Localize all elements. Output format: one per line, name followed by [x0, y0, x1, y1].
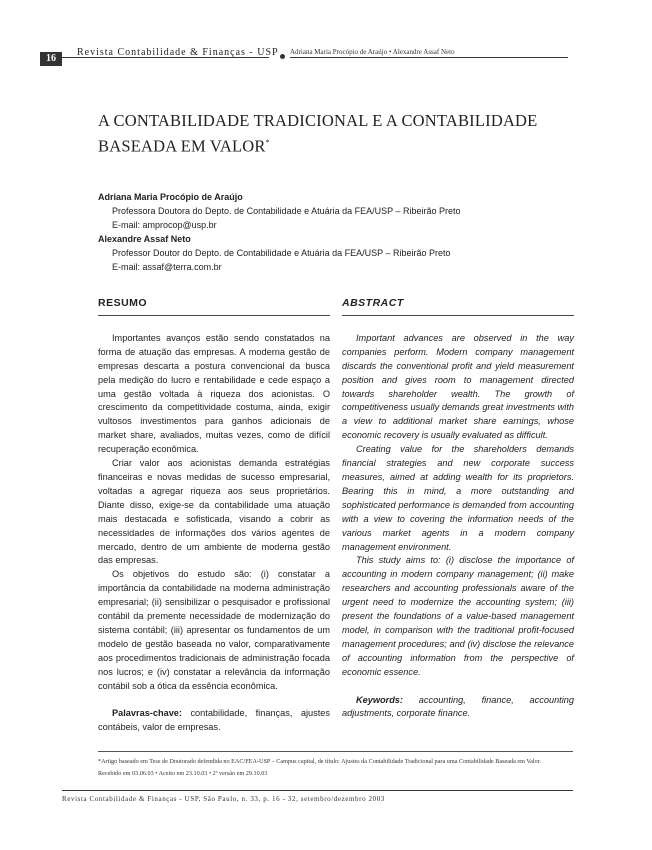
abstract-keywords — [342, 694, 574, 722]
header-bullet — [280, 54, 285, 59]
author-name: Adriana Maria Procópio de Araújo — [98, 192, 243, 202]
resumo-heading: RESUMO — [98, 297, 330, 316]
keywords-text: contabilidade, finanças, ajustes contábeis, valor de empresas. — [98, 708, 330, 733]
page-number: 16 — [40, 52, 62, 66]
resumo-column — [98, 297, 330, 735]
footnote-line-1: *Artigo baseado em Tese de Doutorado defendida no EAC/FEA-USP – Campus capital, de título: Ajustes da Contabilidade Tradicional para uma Contabilidade Baseada em Valor. — [98, 758, 541, 765]
author-affiliation: Professor Doutor do Depto. de Contabilidade e Atuária da FEA/USP – Ribeirão Preto — [112, 248, 451, 258]
author-email: E-mail: assaf@terra.com.br — [112, 262, 222, 272]
footnote — [98, 756, 578, 780]
keywords-label: Keywords: — [356, 694, 403, 705]
author-email: E-mail: amprocop@usp.br — [112, 220, 217, 230]
article-title — [98, 110, 568, 158]
abstract-heading: ABSTRACT — [342, 297, 574, 316]
header-rule-right — [290, 57, 568, 58]
resumo-paragraph-2: Criar valor aos acionistas demanda estratégias financeiras e novas medidas de sucesso empresarial, voltadas a agregar riqueza aos seus proprietários. Diante disso, exige-se da contabilidade uma atuação mais destacada e sofisticada, visando a cobrir as necessidades de informações dos vários agentes de mercado, dentro de um ambiente de moderna gestão das empresas. — [98, 458, 330, 566]
author-name: Alexandre Assaf Neto — [98, 234, 191, 244]
running-header-journal: Revista Contabilidade & Finanças - USP — [77, 47, 279, 58]
resumo-paragraph-3: Os objetivos do estudo são: (i) constatar a importância da contabilidade na moderna administração empresarial; (ii) sensibilizar o pesquisador e profissional contábil da premente necessidade de modernização do sistema contábil; (iii) apresentar os fundamentos de um modelo de gestão baseada no valor, comparativamente aos procedimentos tradicionais de administração focada nos lucros; e (iv) constatar a relevância da informação contábil sob a ótica da essência econômica. — [98, 569, 330, 691]
footer-rule — [62, 790, 573, 791]
article-title-text: A CONTABILIDADE TRADICIONAL E A CONTABILIDADE BASEADA EM VALOR — [98, 111, 538, 156]
resumo-keywords — [98, 707, 330, 735]
author-affiliation: Professora Doutora do Depto. de Contabilidade e Atuária da FEA/USP – Ribeirão Preto — [112, 206, 461, 216]
footnote-rule — [98, 751, 573, 752]
resumo-paragraph-1: Importantes avanços estão sendo constatados na forma de atuação das empresas. A moderna gestão de empresas descarta a postura convencional da busca pela medição do lucro e rentabilidade e cede espaço a uma gestão voltada à riqueza dos acionistas. O crescimento da competitividade costuma, ainda, exigir vultosos investimentos para ganhos adicionais de market share, avaliados, muitas vezes, como de difícil recuperação econômica. — [98, 332, 330, 455]
title-footnote-mark: * — [265, 138, 270, 147]
abstract-paragraph-1: Important advances are observed in the way companies perform. Modern company management discards the conventional profit and yield measurement position and gives room to management directed towards shareholder wealth. The growth of competitiveness usually demands great investments with a view to additional market share earnings, whose economic recovery is usually evaluated as difficult. — [342, 332, 574, 441]
footer-citation: Revista Contabilidade & Finanças - USP, São Paulo, n. 33, p. 16 - 32, setembro/dezembro 2003 — [62, 795, 385, 803]
abstract-paragraph-3: This study aims to: (i) disclose the importance of accounting in modern company management; (ii) make researchers and accounting professionals aware of the urgent need to modernize the accounting system; (iii) present the foundations of a value-based management model, in comparison with the traditional profit-focused management procedures; and (iv) disclose the relevance of accounting information from the perspective of economic essence. — [342, 555, 574, 677]
header-rule-left — [62, 57, 269, 58]
footnote-line-2: Recebido em 03.06.03 • Aceito em 23.10.03 • 2ª versão em 29.10.03 — [98, 770, 268, 777]
keywords-label: Palavras-chave: — [112, 708, 182, 719]
author-block-2 — [98, 232, 451, 274]
running-header-authors: Adriana Maria Procópio de Araújo • Alexandre Assaf Neto — [290, 48, 455, 56]
keywords-text: accounting, finance, accounting adjustments, corporate finance. — [342, 694, 574, 719]
abstract-paragraph-2: Creating value for the shareholders demands financial strategies and new corporate success measures, aimed at adding wealth for its proprietors. Bearing this in mind, a more outstanding and sophisticated performance is demanded from accounting with a view to covering the information needs of the various market agents in a modern company management environment. — [342, 444, 574, 552]
abstract-column — [342, 297, 574, 721]
author-block-1 — [98, 190, 461, 232]
